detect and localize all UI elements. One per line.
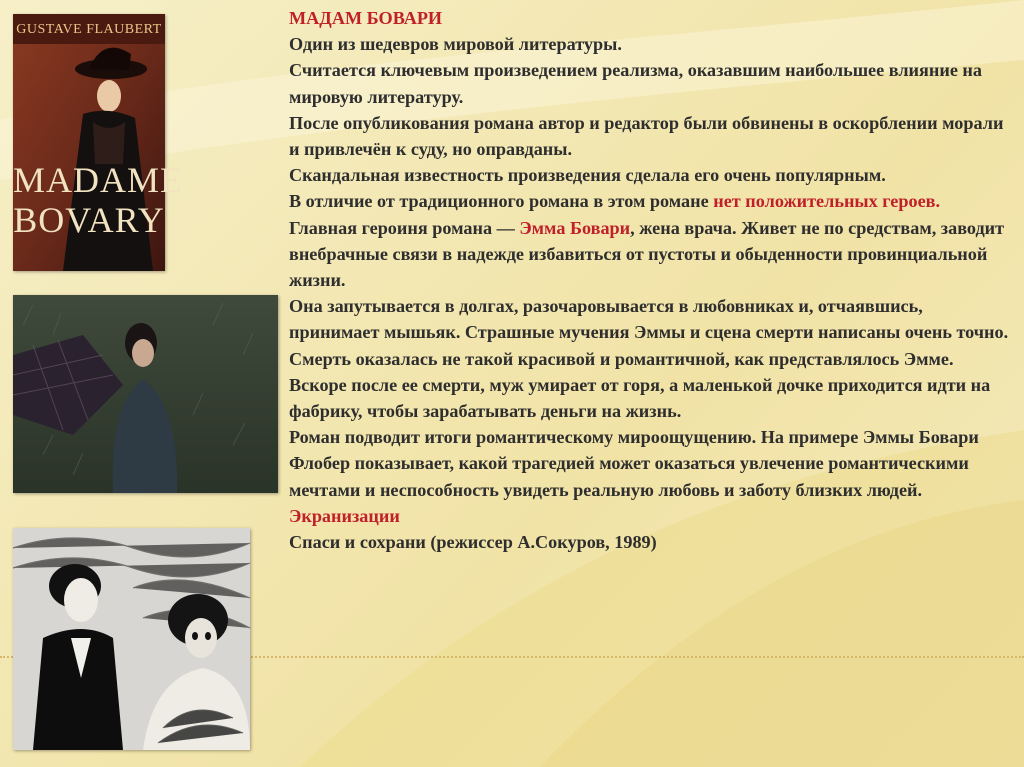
- book-cover-title-line2: BOVARY: [13, 200, 165, 240]
- etching-illustration-art: [13, 528, 250, 750]
- paragraph-7: Она запутывается в долгах, разочаровывается в любовниках и, отчаявшись, принимает мышьяк. Страшные мучения Эммы и сцена смерти написаны очень точно. Смерть оказалась не такой красивой и романтичной, как представлялось Эмме.: [289, 296, 1009, 369]
- paragraph-5-text: В отличие от традиционного романа в этом романе: [289, 191, 714, 212]
- paragraph-1: Один из шедевров мировой литературы.: [289, 34, 622, 55]
- book-cover-author: GUSTAVE FLAUBERT: [16, 22, 162, 37]
- paragraph-3: После опубликования романа автор и редактор были обвинены в оскорблении морали и привлечён к суду, но оправданы.: [289, 112, 1004, 160]
- book-cover-title-line1: MADAME: [13, 160, 184, 200]
- book-cover-title: [13, 160, 184, 240]
- paragraph-6-text-start: Главная героиня романа —: [289, 217, 520, 238]
- paragraph-6-text-end: , жена врача. Живет не по средствам, заводит внебрачные связи в надежде избавиться от пустоты и обыденности провинциальной жизни.: [289, 217, 1005, 291]
- paragraph-6-highlight: Эмма Бовари: [519, 217, 631, 238]
- paragraph-4: Скандальная известность произведения сделала его очень популярным.: [289, 165, 886, 186]
- etching-illustration-image: [13, 528, 250, 750]
- page-title: МАДАМ БОВАРИ: [289, 8, 443, 28]
- screen-adaptations-heading: Экранизации: [289, 505, 400, 526]
- film-still-image: [13, 295, 278, 493]
- paragraph-6: [289, 215, 1009, 294]
- paragraph-2: Считается ключевым произведением реализма, оказавшим наибольшее влияние на мировую литературу.: [289, 60, 983, 107]
- paragraph-8: Вскоре после ее смерти, муж умирает от горя, а маленькой дочке приходится идти на фабрику, чтобы зарабатывать деньги на жизнь.: [289, 374, 991, 422]
- book-cover-image: [13, 14, 184, 271]
- paragraph-9: Роман подводит итоги романтическому мироощущению. На примере Эммы Бовари Флобер показывает, какой трагедией может оказаться увлечение романтическими мечтами и неспособность увидеть реальную любовь и заботу близких людей.: [289, 427, 979, 500]
- main-text-block: [289, 5, 1009, 555]
- paragraph-10: Спаси и сохрани (режиссер А.Сокуров, 1989): [289, 532, 657, 553]
- film-still-art: [13, 295, 278, 493]
- paragraph-5-highlight: нет положительных героев.: [713, 191, 941, 212]
- paragraph-5: [289, 188, 1009, 214]
